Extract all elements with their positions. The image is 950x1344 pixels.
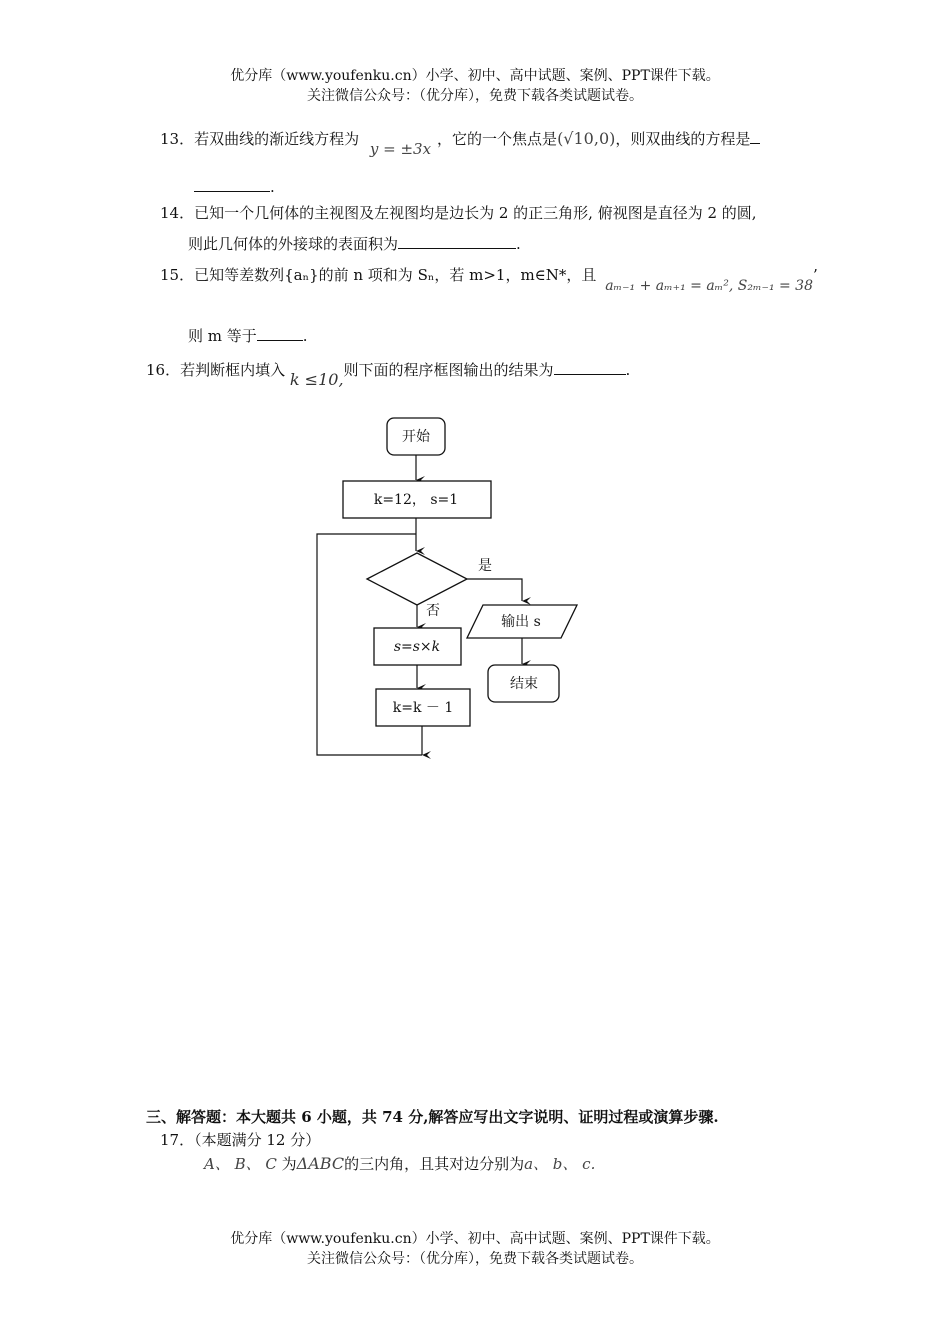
question-text: 已知等差数列{aₙ}的前 n 项和为 Sₙ，若 m>1，m∈N*，且 xyxy=(194,266,597,284)
question-number: 13． xyxy=(160,130,195,148)
formula-asymptote: y = ±3x xyxy=(369,140,432,158)
flow-arrow-yes xyxy=(467,579,522,601)
section-3-title: 三、解答题：本大题共 6 小题，共 74 分,解答应写出文字说明、证明过程或演算步骤. xyxy=(146,1108,719,1126)
footer-line-2: 关注微信公众号：（优分库），免费下载各类试题试卷。 xyxy=(307,1251,643,1267)
question-text: 的三内角，且其对边分别为 xyxy=(344,1155,525,1173)
decision-node xyxy=(367,553,467,605)
question-number: 17． xyxy=(160,1131,195,1149)
formula-sides: a、 b、 c. xyxy=(524,1155,596,1173)
question-text: 则此几何体的外接球的表面积为 xyxy=(188,235,399,253)
question-16: 16．若判断框内填入 k ≤10,则下面的程序框图输出的结果为 . xyxy=(146,361,631,389)
formula-sequence: aₘ₋₁ + aₘ₊₁ = aₘ², S₂ₘ₋₁ = 38 xyxy=(605,278,813,294)
question-15-line-2: 则 m 等于 . xyxy=(188,327,308,345)
question-text: ，则双曲线的方程是 xyxy=(615,130,751,148)
decrement-label: k=k － 1 xyxy=(392,700,454,716)
formula-condition: k ≤10, xyxy=(289,370,344,389)
question-score: （本题满分 12 分） xyxy=(194,1131,321,1149)
init-label: k=12， s=1 xyxy=(373,492,459,508)
question-text: 若判断框内填入 xyxy=(180,361,286,379)
yes-label: 是 xyxy=(478,558,492,574)
question-text: ，它的一个焦点是 xyxy=(437,130,558,148)
output-label: 输出 s xyxy=(501,614,541,630)
header-line-1: 优分库（www.youfenku.cn）小学、初中、高中试题、案例、PPT课件下载。 xyxy=(230,68,720,84)
formula-focus: (√10,0) xyxy=(557,129,616,148)
question-number: 14． xyxy=(160,204,195,222)
multiply-label: s=s×k xyxy=(393,639,441,655)
question-14-line-2: 则此几何体的外接球的表面积为 . xyxy=(188,235,521,253)
question-text: 已知一个几何体的主视图及左视图均是边长为 2 的正三角形, 俯视图是直径为 2 的圆, xyxy=(194,204,757,222)
formula-angles: A、 B、 C xyxy=(204,1155,277,1173)
question-text: 为 xyxy=(281,1155,297,1173)
question-text: 则 m 等于 xyxy=(188,327,257,345)
question-17-header xyxy=(160,1130,320,1150)
no-label: 否 xyxy=(426,603,440,619)
header-line-2: 关注微信公众号：（优分库），免费下载各类试题试卷。 xyxy=(307,88,643,104)
question-number: 16． xyxy=(146,361,181,379)
question-number: 15． xyxy=(160,266,195,284)
formula-triangle: ΔABC xyxy=(296,1154,345,1173)
footer-line-1: 优分库（www.youfenku.cn）小学、初中、高中试题、案例、PPT课件下载。 xyxy=(230,1231,720,1247)
answer-blank-13: . xyxy=(194,176,275,197)
start-label: 开始 xyxy=(402,429,430,445)
question-text: 若双曲线的渐近线方程为 xyxy=(194,130,360,148)
question-15-line-1: 15．已知等差数列{aₙ}的前 n 项和为 Sₙ，若 m>1，m∈N*，且 aₘ₋₁ + aₘ₊₁ = aₘ², S₂ₘ₋₁ = 38’ xyxy=(160,266,818,294)
question-text: 则下面的程序框图输出的结果为 xyxy=(343,361,554,379)
end-label: 结束 xyxy=(510,676,538,692)
question-17-text xyxy=(204,1154,595,1174)
